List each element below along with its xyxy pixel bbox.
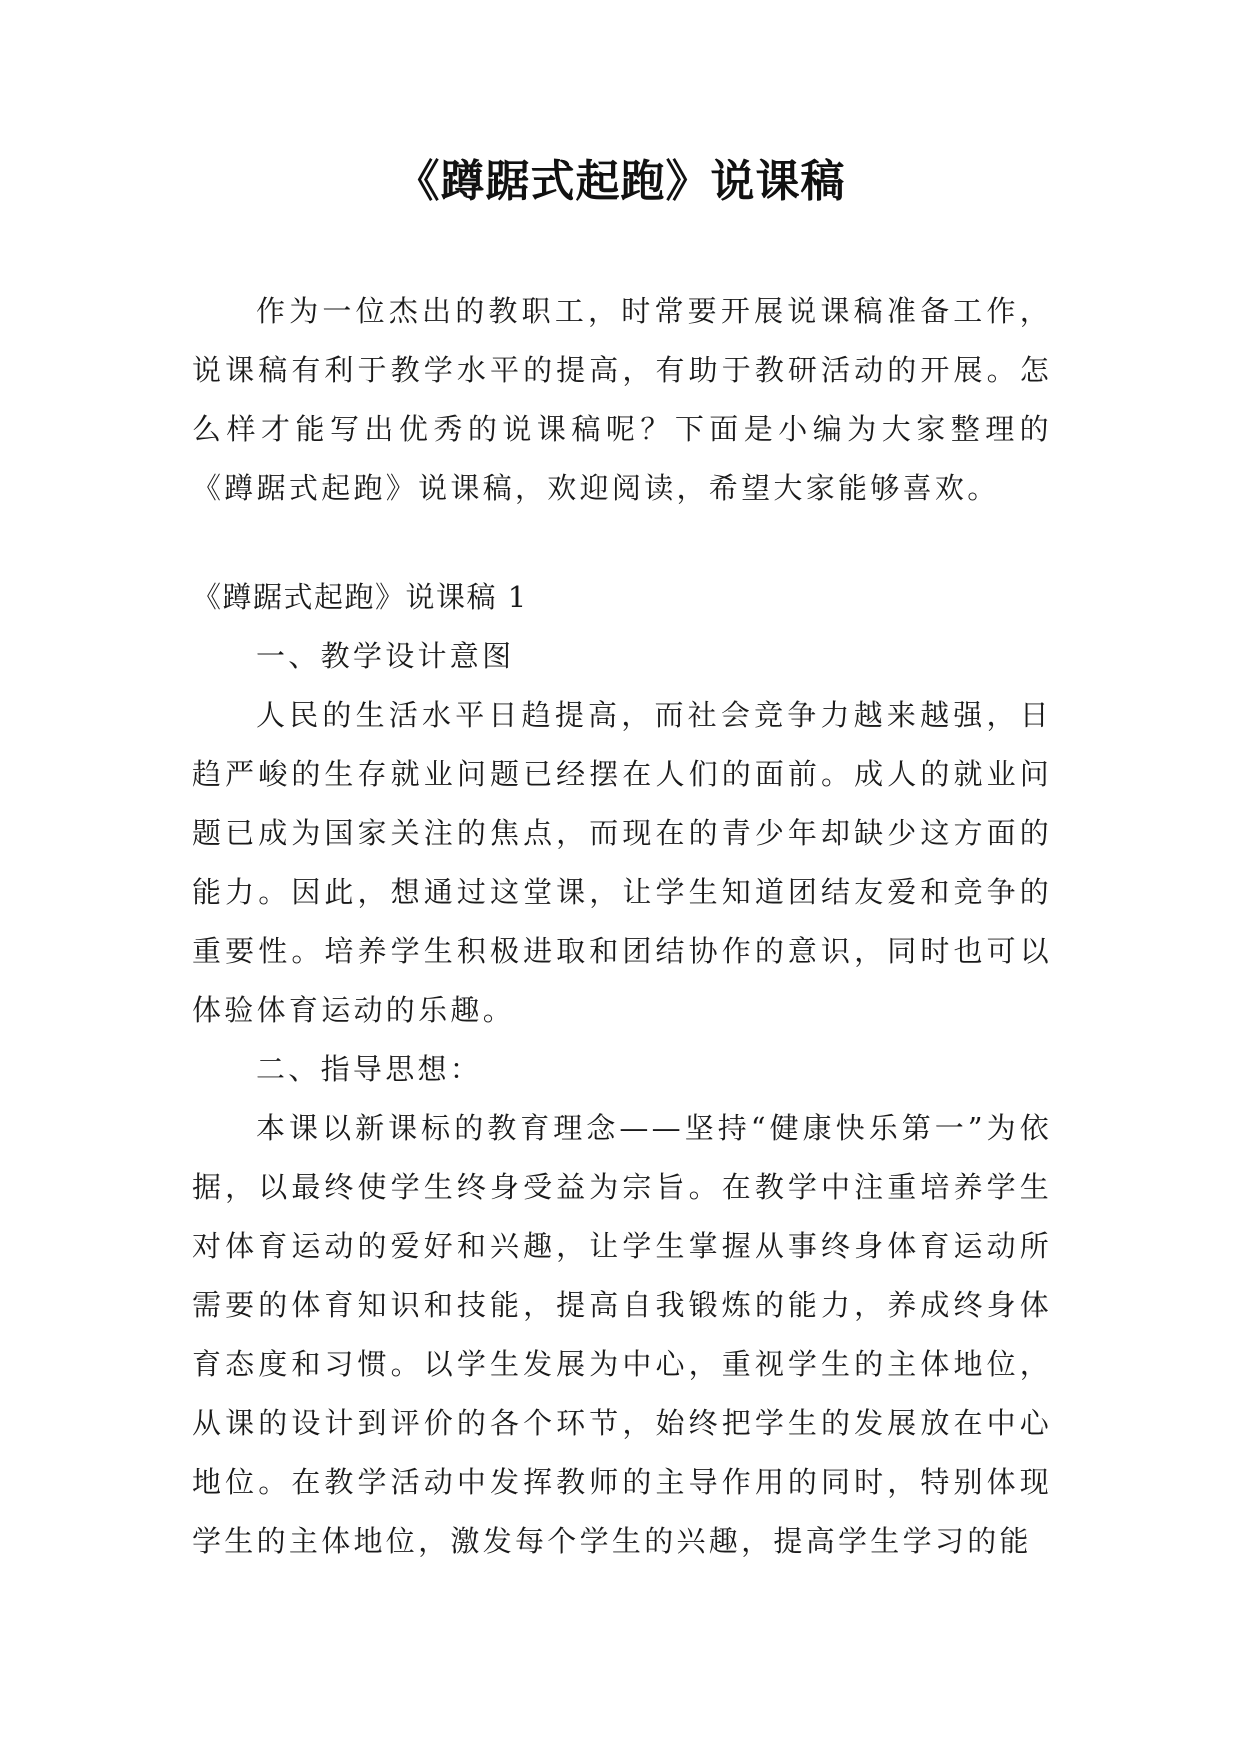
heading-teaching-design-intent: 一、教学设计意图: [256, 639, 515, 673]
document-title: 《蹲踞式起跑》说课稿: [395, 156, 846, 207]
section-title: 《蹲踞式起跑》说课稿 1: [192, 580, 528, 614]
paragraph-guiding-ideology: 本课以新课标的教育理念——坚持“健康快乐第一”为依据，以最终使学生终身受益为宗旨。在教学中注重培养学生对体育运动的爱好和兴趣，让学生掌握从事终身体育运动所需要的体育知识和技能，提高自我锻炼的能力，养成终身体育态度和习惯。以学生发展为中心，重视学生的主体地位，从课的设计到评价的各个环节，始终把学生的发展放在中心地位。在教学活动中发挥教师的主导作用的同时，特别体现学生的主体地位，激发每个学生的兴趣，提高学生学习的能: [192, 1111, 1052, 1558]
section-1: [192, 568, 1052, 1571]
intro-block: [192, 282, 1052, 518]
heading-guiding-ideology: 二、指导思想：: [256, 1052, 483, 1086]
paragraph-design-intent: 人民的生活水平日趋提高，而社会竞争力越来越强，日趋严峻的生存就业问题已经摆在人们的面前。成人的就业问题已成为国家关注的焦点，而现在的青少年却缺少这方面的能力。因此，想通过这堂课，让学生知道团结友爱和竞争的重要性。培养学生积极进取和团结协作的意识，同时也可以体验体育运动的乐趣。: [192, 698, 1052, 1027]
intro-paragraph: 作为一位杰出的教职工，时常要开展说课稿准备工作，说课稿有利于教学水平的提高，有助于教研活动的开展。怎么样才能写出优秀的说课稿呢？下面是小编为大家整理的《蹲踞式起跑》说课稿，欢迎阅读，希望大家能够喜欢。: [192, 294, 1052, 505]
